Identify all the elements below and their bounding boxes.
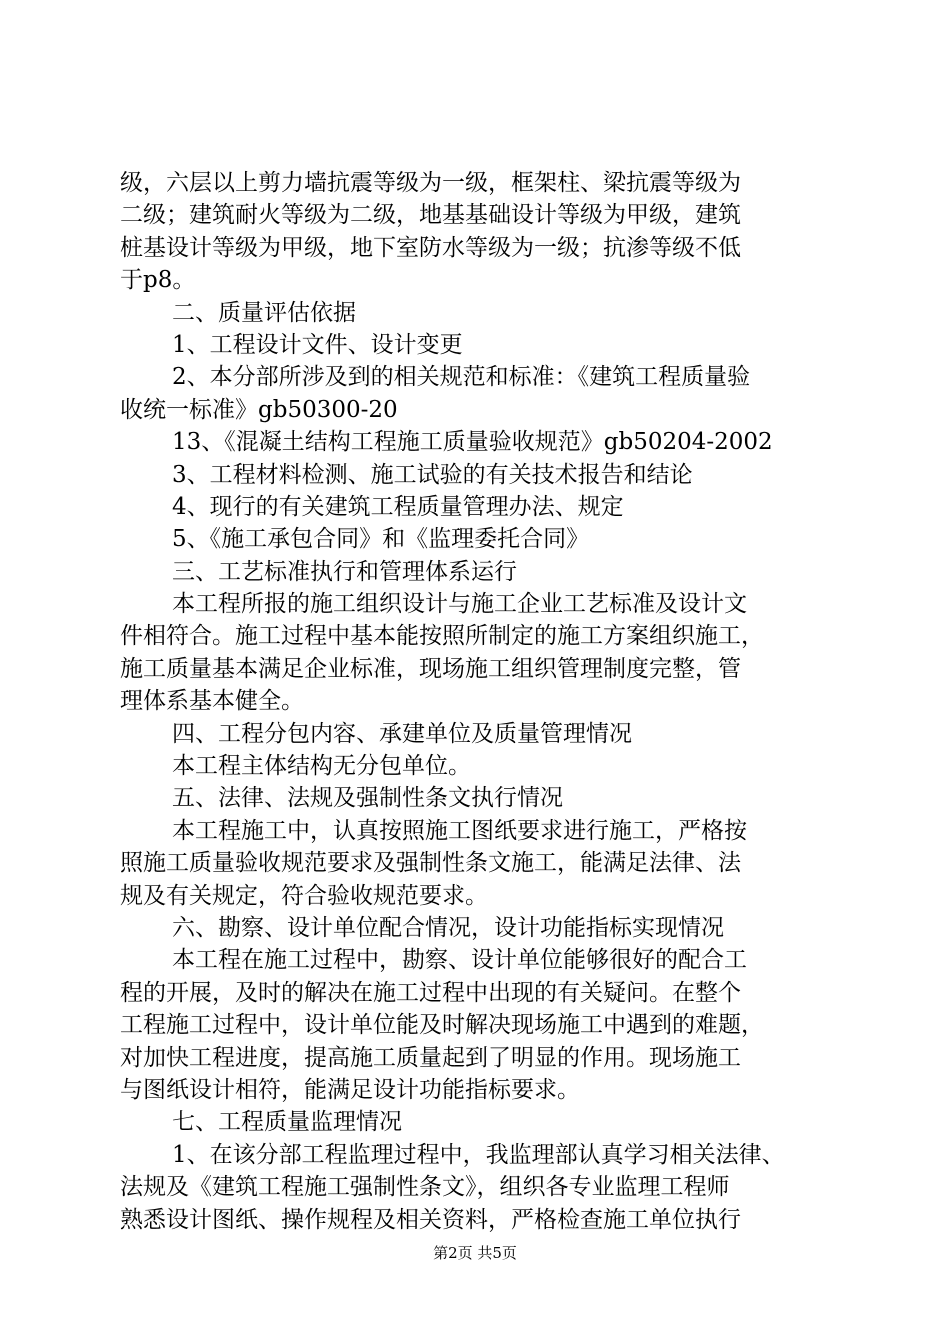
text-line: 级，六层以上剪力墙抗震等级为一级，框架柱、梁抗震等级为: [120, 170, 741, 196]
list-item: 2、本分部所涉及到的相关规范和标准：《建筑工程质量验: [172, 364, 751, 391]
text-line: 对加快工程进度，提高施工质量起到了明显的作用。现场施工: [120, 1044, 741, 1071]
text-line: 二级；建筑耐火等级为二级，地基基础设计等级为甲级，建筑: [120, 202, 741, 229]
paragraph-start: 本工程主体结构无分包单位。: [172, 753, 471, 780]
text-line: 法规及《建筑工程施工强制性条文》，组织各专业监理工程师: [120, 1174, 730, 1201]
text-line: 工程施工过程中，设计单位能及时解决现场施工中遇到的难题，: [120, 1012, 764, 1039]
paragraph-start: 本工程在施工过程中，勘察、设计单位能够很好的配合工: [172, 947, 747, 974]
section-heading: 六、勘察、设计单位配合情况，设计功能指标实现情况: [172, 914, 724, 941]
section-heading: 二、质量评估依据: [172, 299, 356, 326]
text-line: 桩基设计等级为甲级，地下室防水等级为一级；抗渗等级不低: [120, 234, 741, 261]
list-item: 4、现行的有关建筑工程质量管理办法、规定: [172, 493, 624, 520]
list-item: 13、《混凝土结构工程施工质量验收规范》gb50204-2002: [172, 429, 773, 456]
page-number-label: 第2页 共5页: [433, 1244, 517, 1262]
section-heading: 四、工程分包内容、承建单位及质量管理情况: [172, 720, 632, 747]
document-body: [120, 167, 840, 1236]
list-item: 1、工程设计文件、设计变更: [172, 331, 463, 358]
paragraph-start: 本工程施工中，认真按照施工图纸要求进行施工，严格按: [172, 817, 747, 844]
text-line: 程的开展，及时的解决在施工过程中出现的有关疑问。在整个: [120, 979, 741, 1006]
text-line: 收统一标准》gb50300-20: [120, 396, 398, 423]
text-line: 照施工质量验收规范要求及强制性条文施工，能满足法律、法: [120, 850, 741, 877]
paragraph-start: 本工程所报的施工组织设计与施工企业工艺标准及设计文: [172, 591, 747, 618]
text-line: 理体系基本健全。: [120, 688, 304, 715]
text-line: 熟悉设计图纸、操作规程及相关资料，严格检查施工单位执行: [120, 1206, 741, 1233]
paragraph-start: 1、在该分部工程监理过程中，我监理部认真学习相关法律、: [172, 1141, 785, 1168]
list-item: 3、工程材料检测、施工试验的有关技术报告和结论: [172, 461, 693, 488]
text-line: 规及有关规定，符合验收规范要求。: [120, 882, 488, 909]
section-heading: 五、法律、法规及强制性条文执行情况: [172, 785, 563, 812]
section-heading: 七、工程质量监理情况: [172, 1109, 402, 1136]
text-line: 与图纸设计相符，能满足设计功能指标要求。: [120, 1076, 580, 1103]
text-line: 件相符合。施工过程中基本能按照所制定的施工方案组织施工，: [120, 623, 764, 650]
page-footer: [0, 1242, 950, 1264]
text-line: 于p8。: [120, 267, 196, 294]
section-heading: 三、工艺标准执行和管理体系运行: [172, 558, 517, 585]
text-line: 施工质量基本满足企业标准，现场施工组织管理制度完整，管: [120, 655, 741, 682]
list-item: 5、《施工承包合同》和《监理委托合同》: [172, 526, 590, 553]
